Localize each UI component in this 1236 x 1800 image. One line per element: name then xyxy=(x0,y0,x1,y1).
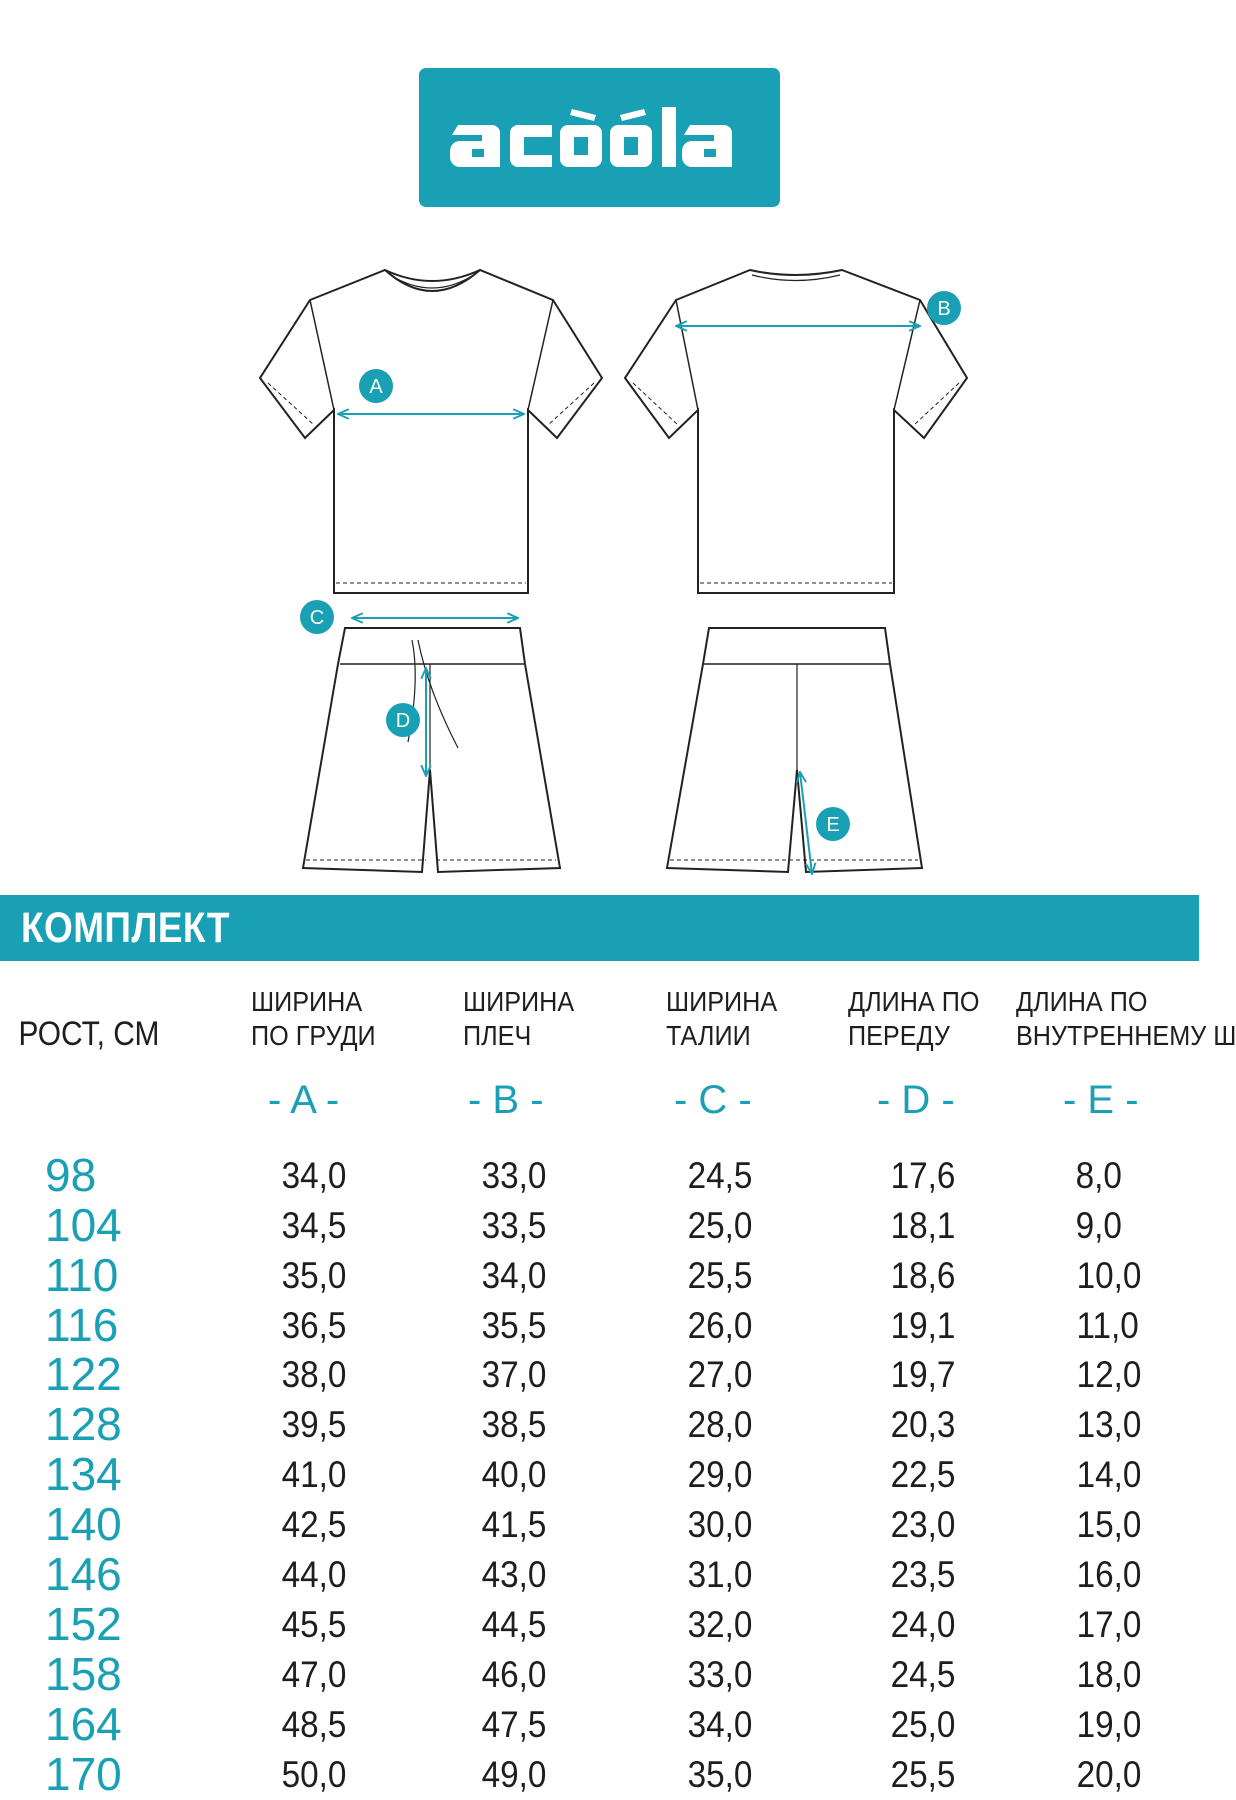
measurement-cell xyxy=(251,1350,463,1400)
measurement-cell xyxy=(463,1500,666,1550)
measurement-cell xyxy=(463,1450,666,1500)
measurement-value: 47,5 xyxy=(481,1704,547,1746)
measurement-value: 39,5 xyxy=(281,1404,347,1446)
measurement-cell xyxy=(848,1350,1016,1400)
measurement-cell xyxy=(463,1151,666,1201)
measurement-cell xyxy=(463,1750,666,1800)
measurement-value: 35,0 xyxy=(687,1754,753,1796)
measurement-cell xyxy=(666,1350,848,1400)
measurement-value: 25,0 xyxy=(687,1204,753,1246)
column-header-b: ШИРИНА ПЛЕЧ xyxy=(463,985,575,1051)
measurement-cell xyxy=(251,1600,463,1650)
measurement-value: 28,0 xyxy=(687,1404,753,1446)
column-letter-a: - A - xyxy=(268,1078,340,1123)
measurement-cell xyxy=(463,1650,666,1700)
measurement-value: 50,0 xyxy=(281,1754,347,1796)
measurement-cell xyxy=(463,1300,666,1350)
measurement-cell xyxy=(666,1300,848,1350)
measurement-value: 41,5 xyxy=(481,1504,547,1546)
measurement-cell xyxy=(463,1400,666,1450)
measurement-value: 34,0 xyxy=(481,1254,547,1296)
svg-text:D: D xyxy=(395,710,411,732)
column-letter-c: - C - xyxy=(674,1078,752,1123)
height-cell: 98 xyxy=(45,1148,97,1201)
measurement-cell xyxy=(666,1500,848,1550)
brand-logo xyxy=(419,68,780,207)
measurement-cell xyxy=(848,1450,1016,1500)
measurement-cell xyxy=(1016,1450,1199,1500)
measurement-value: 46,0 xyxy=(481,1654,547,1696)
table-row xyxy=(0,1151,1199,1201)
measurement-value: 27,0 xyxy=(687,1354,753,1396)
measurement-value: 23,5 xyxy=(890,1554,956,1596)
measurement-cell xyxy=(1016,1550,1199,1600)
column-letter-d: - D - xyxy=(877,1078,955,1123)
measurement-cell xyxy=(1016,1650,1199,1700)
measurement-cell xyxy=(1016,1201,1199,1251)
measurement-value: 33,5 xyxy=(481,1204,547,1246)
measurement-cell xyxy=(666,1450,848,1500)
size-table xyxy=(0,961,1236,1800)
measurement-cell xyxy=(848,1750,1016,1800)
measurement-value: 19,0 xyxy=(1076,1704,1142,1746)
measurement-cell xyxy=(848,1650,1016,1700)
measurement-value: 17,6 xyxy=(890,1154,956,1196)
measurement-value: 19,7 xyxy=(890,1354,956,1396)
height-cell: 170 xyxy=(45,1748,122,1800)
marker-c-badge xyxy=(300,600,334,634)
measurement-value: 25,0 xyxy=(890,1704,956,1746)
measurement-value: 45,5 xyxy=(281,1604,347,1646)
marker-d-badge xyxy=(386,703,420,737)
measurement-cell xyxy=(1016,1400,1199,1450)
measurement-value: 47,0 xyxy=(281,1654,347,1696)
measurement-value: 15,0 xyxy=(1076,1504,1142,1546)
measurement-cell xyxy=(666,1201,848,1251)
height-cell: 146 xyxy=(45,1548,122,1601)
height-cell: 104 xyxy=(45,1198,122,1251)
measurement-cell xyxy=(848,1300,1016,1350)
measurement-value: 34,0 xyxy=(281,1154,347,1196)
column-letter-e: - E - xyxy=(1063,1078,1139,1123)
size-rows xyxy=(0,1148,1199,1800)
measurement-value: 34,5 xyxy=(281,1204,347,1246)
measurement-cell xyxy=(848,1500,1016,1550)
measurement-value: 18,0 xyxy=(1076,1654,1142,1696)
measurement-cell xyxy=(1016,1600,1199,1650)
measurement-cell xyxy=(463,1201,666,1251)
svg-text:E: E xyxy=(826,814,840,836)
measurement-value: 44,5 xyxy=(481,1604,547,1646)
measurement-value: 24,5 xyxy=(687,1154,753,1196)
measurement-value: 31,0 xyxy=(687,1554,753,1596)
measurement-value: 40,0 xyxy=(481,1454,547,1496)
measurement-cell xyxy=(1016,1300,1199,1350)
measurement-cell xyxy=(251,1500,463,1550)
height-cell: 116 xyxy=(45,1298,119,1351)
measurement-value: 30,0 xyxy=(687,1504,753,1546)
measurement-value: 38,0 xyxy=(281,1354,347,1396)
measurement-value: 49,0 xyxy=(481,1754,547,1796)
column-header-a: ШИРИНА ПО ГРУДИ xyxy=(251,985,376,1051)
measurement-cell xyxy=(666,1700,848,1750)
measurement-value: 11,0 xyxy=(1076,1304,1139,1346)
measurement-value: 42,5 xyxy=(281,1504,347,1546)
measurement-cell xyxy=(1016,1700,1199,1750)
measurement-cell xyxy=(666,1550,848,1600)
measurement-cell xyxy=(848,1400,1016,1450)
measurement-value: 23,0 xyxy=(890,1504,956,1546)
measurement-value: 48,5 xyxy=(281,1704,347,1746)
measurement-value: 33,0 xyxy=(481,1154,547,1196)
measurement-value: 33,0 xyxy=(687,1654,753,1696)
measurement-value: 41,0 xyxy=(281,1454,347,1496)
measurement-value: 38,5 xyxy=(481,1404,547,1446)
measurement-cell xyxy=(666,1251,848,1301)
measurement-value: 14,0 xyxy=(1076,1454,1142,1496)
measurement-cell xyxy=(251,1750,463,1800)
measurement-cell xyxy=(251,1650,463,1700)
measurement-cell xyxy=(463,1700,666,1750)
table-row xyxy=(0,1550,1199,1600)
height-cell: 158 xyxy=(45,1648,122,1701)
measurement-value: 24,0 xyxy=(890,1604,956,1646)
table-header-row xyxy=(0,961,1199,1076)
measurement-cell xyxy=(463,1550,666,1600)
measurement-cell xyxy=(1016,1350,1199,1400)
measurement-cell xyxy=(463,1251,666,1301)
acoola-logo-mark xyxy=(450,103,750,173)
measurement-cell xyxy=(251,1400,463,1450)
measurement-value: 12,0 xyxy=(1076,1354,1142,1396)
table-row xyxy=(0,1500,1199,1550)
measurement-cell xyxy=(463,1600,666,1650)
table-row xyxy=(0,1650,1199,1700)
measurement-cell xyxy=(1016,1500,1199,1550)
height-cell: 164 xyxy=(45,1698,122,1751)
measurement-value: 20,3 xyxy=(890,1404,956,1446)
measurement-cell xyxy=(848,1700,1016,1750)
table-row xyxy=(0,1300,1199,1350)
height-cell: 152 xyxy=(45,1598,122,1651)
measurement-value: 8,0 xyxy=(1075,1154,1122,1196)
table-row xyxy=(0,1201,1199,1251)
measurement-cell xyxy=(666,1151,848,1201)
height-cell: 122 xyxy=(45,1348,122,1401)
measurement-cell xyxy=(251,1300,463,1350)
measurement-cell xyxy=(848,1550,1016,1600)
measurement-value: 17,0 xyxy=(1076,1604,1142,1646)
measurement-cell xyxy=(251,1251,463,1301)
table-row xyxy=(0,1600,1199,1650)
column-letter-b: - B - xyxy=(468,1078,544,1123)
measurement-cell xyxy=(666,1600,848,1650)
measurement-value: 29,0 xyxy=(687,1454,753,1496)
table-row xyxy=(0,1400,1199,1450)
column-header-d: ДЛИНА ПО ПЕРЕДУ xyxy=(848,985,980,1051)
marker-a-badge xyxy=(359,369,393,403)
measurement-value: 35,5 xyxy=(481,1304,547,1346)
measurement-value: 24,5 xyxy=(890,1654,956,1696)
measurement-cell xyxy=(251,1201,463,1251)
measurement-value: 16,0 xyxy=(1076,1554,1142,1596)
height-cell: 128 xyxy=(45,1398,122,1451)
measurement-cell xyxy=(848,1251,1016,1301)
measurement-value: 43,0 xyxy=(481,1554,547,1596)
measurement-value: 20,0 xyxy=(1076,1754,1142,1796)
section-title: КОМПЛЕКТ xyxy=(21,904,230,952)
measurement-cell xyxy=(251,1700,463,1750)
measurement-value: 26,0 xyxy=(687,1304,753,1346)
measurement-value: 13,0 xyxy=(1076,1404,1142,1446)
measurement-value: 37,0 xyxy=(481,1354,547,1396)
table-letter-row xyxy=(0,1076,1199,1150)
measurement-cell xyxy=(251,1450,463,1500)
height-column-header: РОСТ, СМ xyxy=(18,1015,160,1054)
svg-text:C: C xyxy=(309,607,325,629)
measurement-value: 10,0 xyxy=(1076,1254,1142,1296)
measurement-cell xyxy=(848,1600,1016,1650)
measurement-cell xyxy=(251,1550,463,1600)
table-row xyxy=(0,1350,1199,1400)
column-header-c: ШИРИНА ТАЛИИ xyxy=(666,985,778,1051)
tshirt-front-drawing xyxy=(260,270,602,593)
garment-measurement-diagram xyxy=(0,230,1199,890)
svg-text:A: A xyxy=(369,376,383,398)
section-banner xyxy=(0,895,1199,961)
shorts-front-drawing xyxy=(303,618,560,872)
measurement-value: 9,0 xyxy=(1075,1204,1122,1246)
measurement-cell xyxy=(1016,1151,1199,1201)
measurement-cell xyxy=(848,1151,1016,1201)
measurement-value: 32,0 xyxy=(687,1604,753,1646)
marker-b-badge xyxy=(927,291,961,325)
measurement-value: 36,5 xyxy=(281,1304,347,1346)
measurement-cell xyxy=(666,1400,848,1450)
measurement-value: 18,6 xyxy=(890,1254,956,1296)
height-cell: 140 xyxy=(45,1498,122,1551)
height-cell: 134 xyxy=(45,1448,122,1501)
table-row xyxy=(0,1251,1199,1301)
measurement-cell xyxy=(666,1750,848,1800)
measurement-cell xyxy=(1016,1251,1199,1301)
table-row xyxy=(0,1700,1199,1750)
height-cell: 110 xyxy=(45,1248,119,1301)
marker-e-badge xyxy=(816,807,850,841)
measurement-value: 18,1 xyxy=(890,1204,956,1246)
measurement-value: 25,5 xyxy=(890,1754,956,1796)
table-row xyxy=(0,1750,1199,1800)
table-row xyxy=(0,1450,1199,1500)
measurement-value: 44,0 xyxy=(281,1554,347,1596)
measurement-value: 19,1 xyxy=(890,1304,956,1346)
measurement-cell xyxy=(848,1201,1016,1251)
tshirt-back-drawing xyxy=(625,270,967,593)
shorts-back-drawing xyxy=(667,628,922,874)
measurement-cell xyxy=(666,1650,848,1700)
measurement-cell xyxy=(1016,1750,1199,1800)
column-header-e: ДЛИНА ПО ВНУТРЕННЕМУ Ш xyxy=(1016,985,1236,1051)
svg-text:B: B xyxy=(937,298,951,320)
measurement-cell xyxy=(251,1151,463,1201)
measurement-value: 35,0 xyxy=(281,1254,347,1296)
measurement-value: 34,0 xyxy=(687,1704,753,1746)
measurement-value: 22,5 xyxy=(890,1454,956,1496)
measurement-value: 25,5 xyxy=(687,1254,753,1296)
measurement-cell xyxy=(463,1350,666,1400)
